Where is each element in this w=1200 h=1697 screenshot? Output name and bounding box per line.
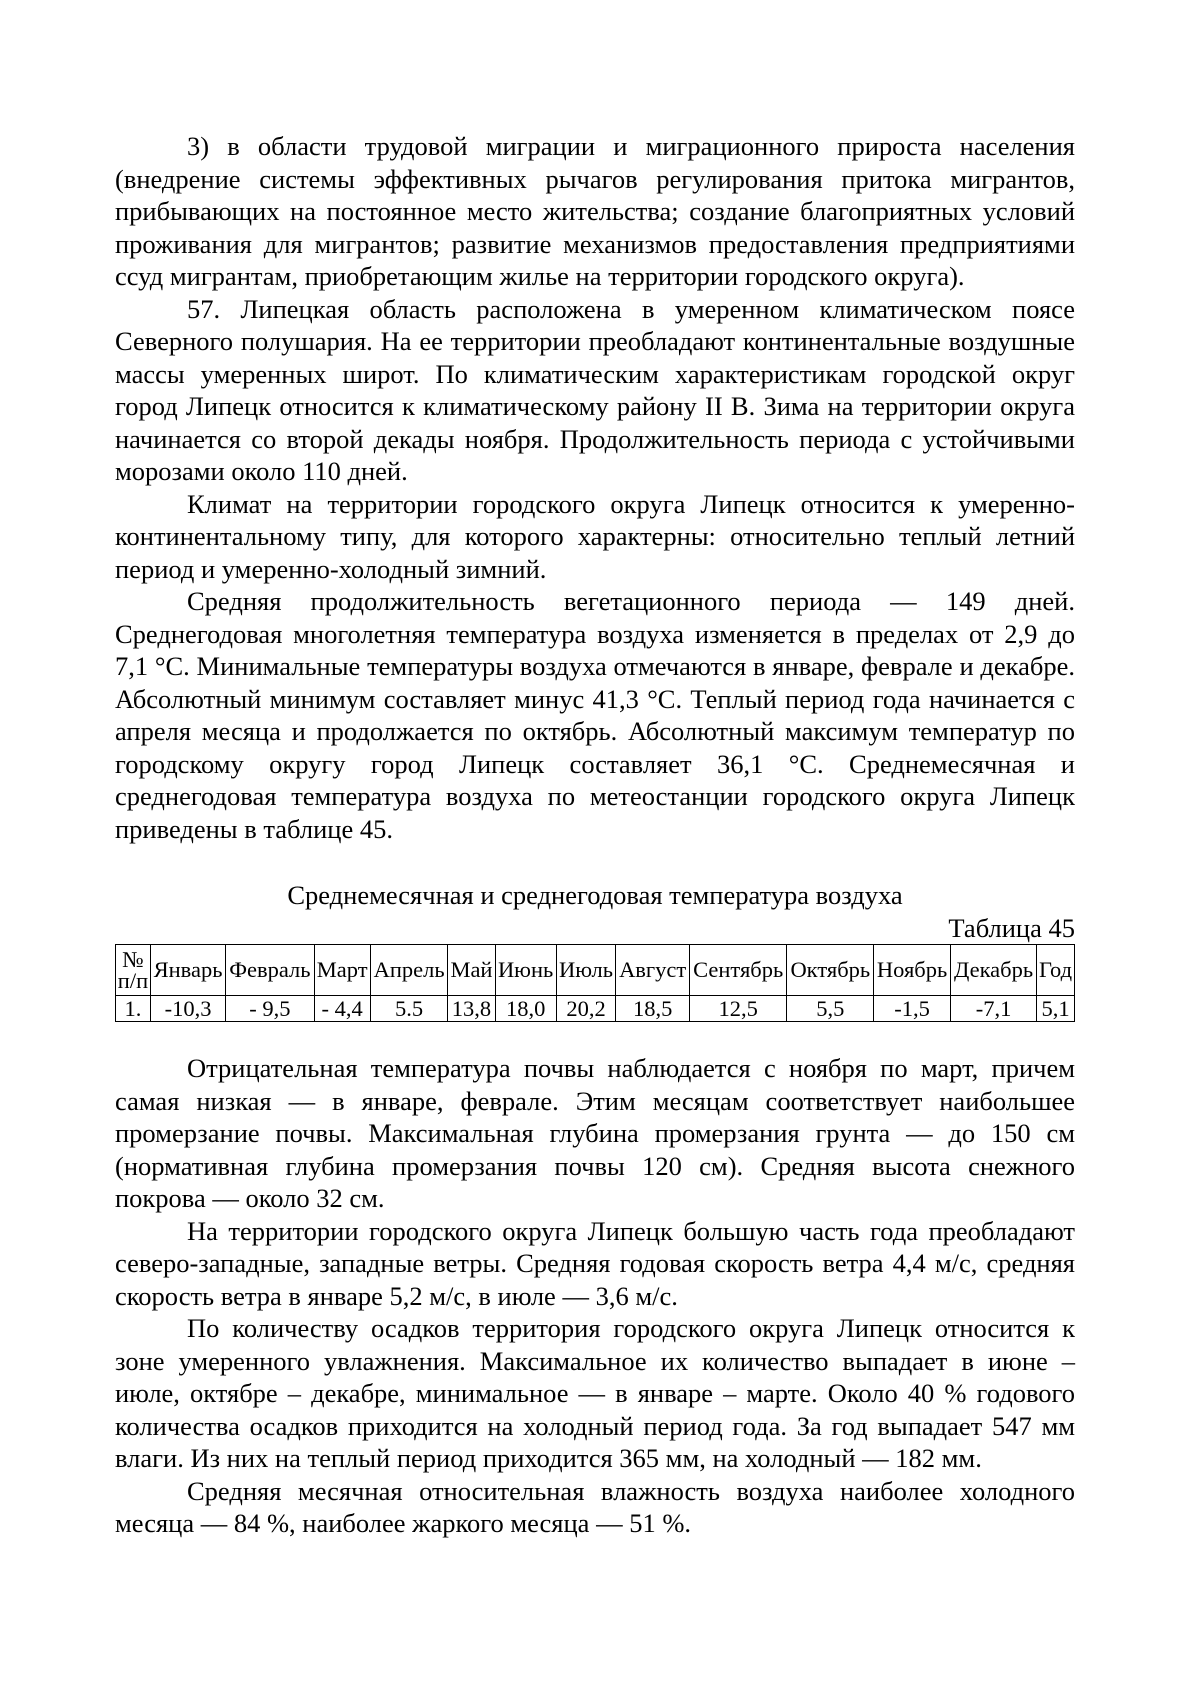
cell-may: 13,8 bbox=[448, 996, 495, 1022]
header-cell-august: Август bbox=[616, 945, 690, 996]
header-cell-september: Сентябрь bbox=[689, 945, 787, 996]
header-num-bottom: п/п bbox=[117, 968, 149, 993]
cell-june: 18,0 bbox=[495, 996, 556, 1022]
header-cell-january: Январь bbox=[150, 945, 225, 996]
cell-november: -1,5 bbox=[874, 996, 951, 1022]
table-header-row bbox=[116, 945, 1075, 996]
cell-february: - 9,5 bbox=[226, 996, 314, 1022]
header-cell-october: Октябрь bbox=[787, 945, 874, 996]
cell-row-number: 1. bbox=[116, 996, 151, 1022]
paragraph-climate-zone: 57. Липецкая область расположена в умеренном климатическом поясе Северного полушария. На ее территории преобладают континентальные воздушные массы умеренных широт. По климатическим характеристикам городской округ город Липецк относится к климатическому району II В. Зима на территории округа начинается со второй декады ноября. Продолжительность периода с устойчивыми морозами около 110 дней. bbox=[115, 293, 1075, 486]
header-cell-may: Май bbox=[448, 945, 495, 996]
header-cell-number bbox=[116, 945, 151, 996]
header-cell-july: Июль bbox=[556, 945, 616, 996]
cell-year: 5,1 bbox=[1037, 996, 1075, 1022]
table-number: Таблица 45 bbox=[948, 912, 1075, 943]
paragraph-wind: На территории городского округа Липецк большую часть года преобладают северо-западные, западные ветры. Средняя годовая скорость ветра 4,4 м/с, средняя скорость ветра в январе 5,2 м/с, в июле — 3,6 м/с. bbox=[115, 1215, 1075, 1311]
temperature-table bbox=[115, 944, 1075, 1022]
table-row bbox=[116, 996, 1075, 1022]
paragraph-precipitation: По количеству осадков территория городского округа Липецк относится к зоне умеренного увлажнения. Максимальное их количество выпадает в июне – июле, октябре – декабре, минимальное — в январе – марте. Около 40 % годового количества осадков приходится на холодный период года. За год выпадает 547 мм влаги. Из них на теплый период приходится 365 мм, на холодный — 182 мм. bbox=[115, 1313, 1075, 1473]
paragraph-climate-type: Климат на территории городского округа Липецк относится к умеренно-континентальному типу, для которого характерны: относительно теплый летний период и умеренно-холодный зимний. bbox=[115, 488, 1075, 584]
document-page bbox=[115, 130, 1075, 1540]
paragraph-soil: Отрицательная температура почвы наблюдается с ноября по март, причем самая низкая — в январе, феврале. Этим месяцам соответствует наибольшее промерзание почвы. Максимальная глубина промерзания грунта — до 150 см (нормативная глубина промерзания почвы 120 см). Средняя высота снежного покрова — около 32 см. bbox=[115, 1053, 1075, 1213]
temperature-table-block bbox=[115, 879, 1075, 1022]
table-caption: Среднемесячная и среднегодовая температура воздуха bbox=[287, 880, 903, 910]
cell-april: 5.5 bbox=[370, 996, 448, 1022]
cell-october: 5,5 bbox=[787, 996, 874, 1022]
header-cell-april: Апрель bbox=[370, 945, 448, 996]
cell-august: 18,5 bbox=[616, 996, 690, 1022]
cell-september: 12,5 bbox=[689, 996, 787, 1022]
header-cell-june: Июнь bbox=[495, 945, 556, 996]
header-cell-march: Март bbox=[314, 945, 370, 996]
header-cell-year: Год bbox=[1037, 945, 1075, 996]
cell-march: - 4,4 bbox=[314, 996, 370, 1022]
header-cell-december: Декабрь bbox=[951, 945, 1037, 996]
header-cell-november: Ноябрь bbox=[874, 945, 951, 996]
paragraph-temperatures: Средняя продолжительность вегетационного периода — 149 дней. Среднегодовая многолетняя температура воздуха изменяется в пределах от 2,9 до 7,1 °С. Минимальные температуры воздуха отмечаются в январе, феврале и декабре. Абсолютный минимум составляет минус 41,3 °С. Теплый период года начинается с апреля месяца и продолжается по октябрь. Абсолютный максимум температур по городскому округу город Липецк составляет 36,1 °С. Среднемесячная и среднегодовая температура воздуха по метеостанции городского округа Липецк приведены в таблице 45. bbox=[115, 586, 1075, 844]
paragraph-migration: 3) в области трудовой миграции и миграционного прироста населения (внедрение системы эффективных рычагов регулирования притока мигрантов, прибывающих на постоянное место жительства; создание благоприятных условий проживания для мигрантов; развитие механизмов предоставления предприятиями ссуд мигрантам, приобретающим жилье на территории городского округа). bbox=[115, 131, 1075, 291]
header-cell-february: Февраль bbox=[226, 945, 314, 996]
header-num-top: № bbox=[122, 947, 144, 972]
cell-july: 20,2 bbox=[556, 996, 616, 1022]
cell-january: -10,3 bbox=[150, 996, 225, 1022]
cell-december: -7,1 bbox=[951, 996, 1037, 1022]
paragraph-humidity: Средняя месячная относительная влажность воздуха наиболее холодного месяца — 84 %, наиболее жаркого месяца — 51 %. bbox=[115, 1475, 1075, 1538]
